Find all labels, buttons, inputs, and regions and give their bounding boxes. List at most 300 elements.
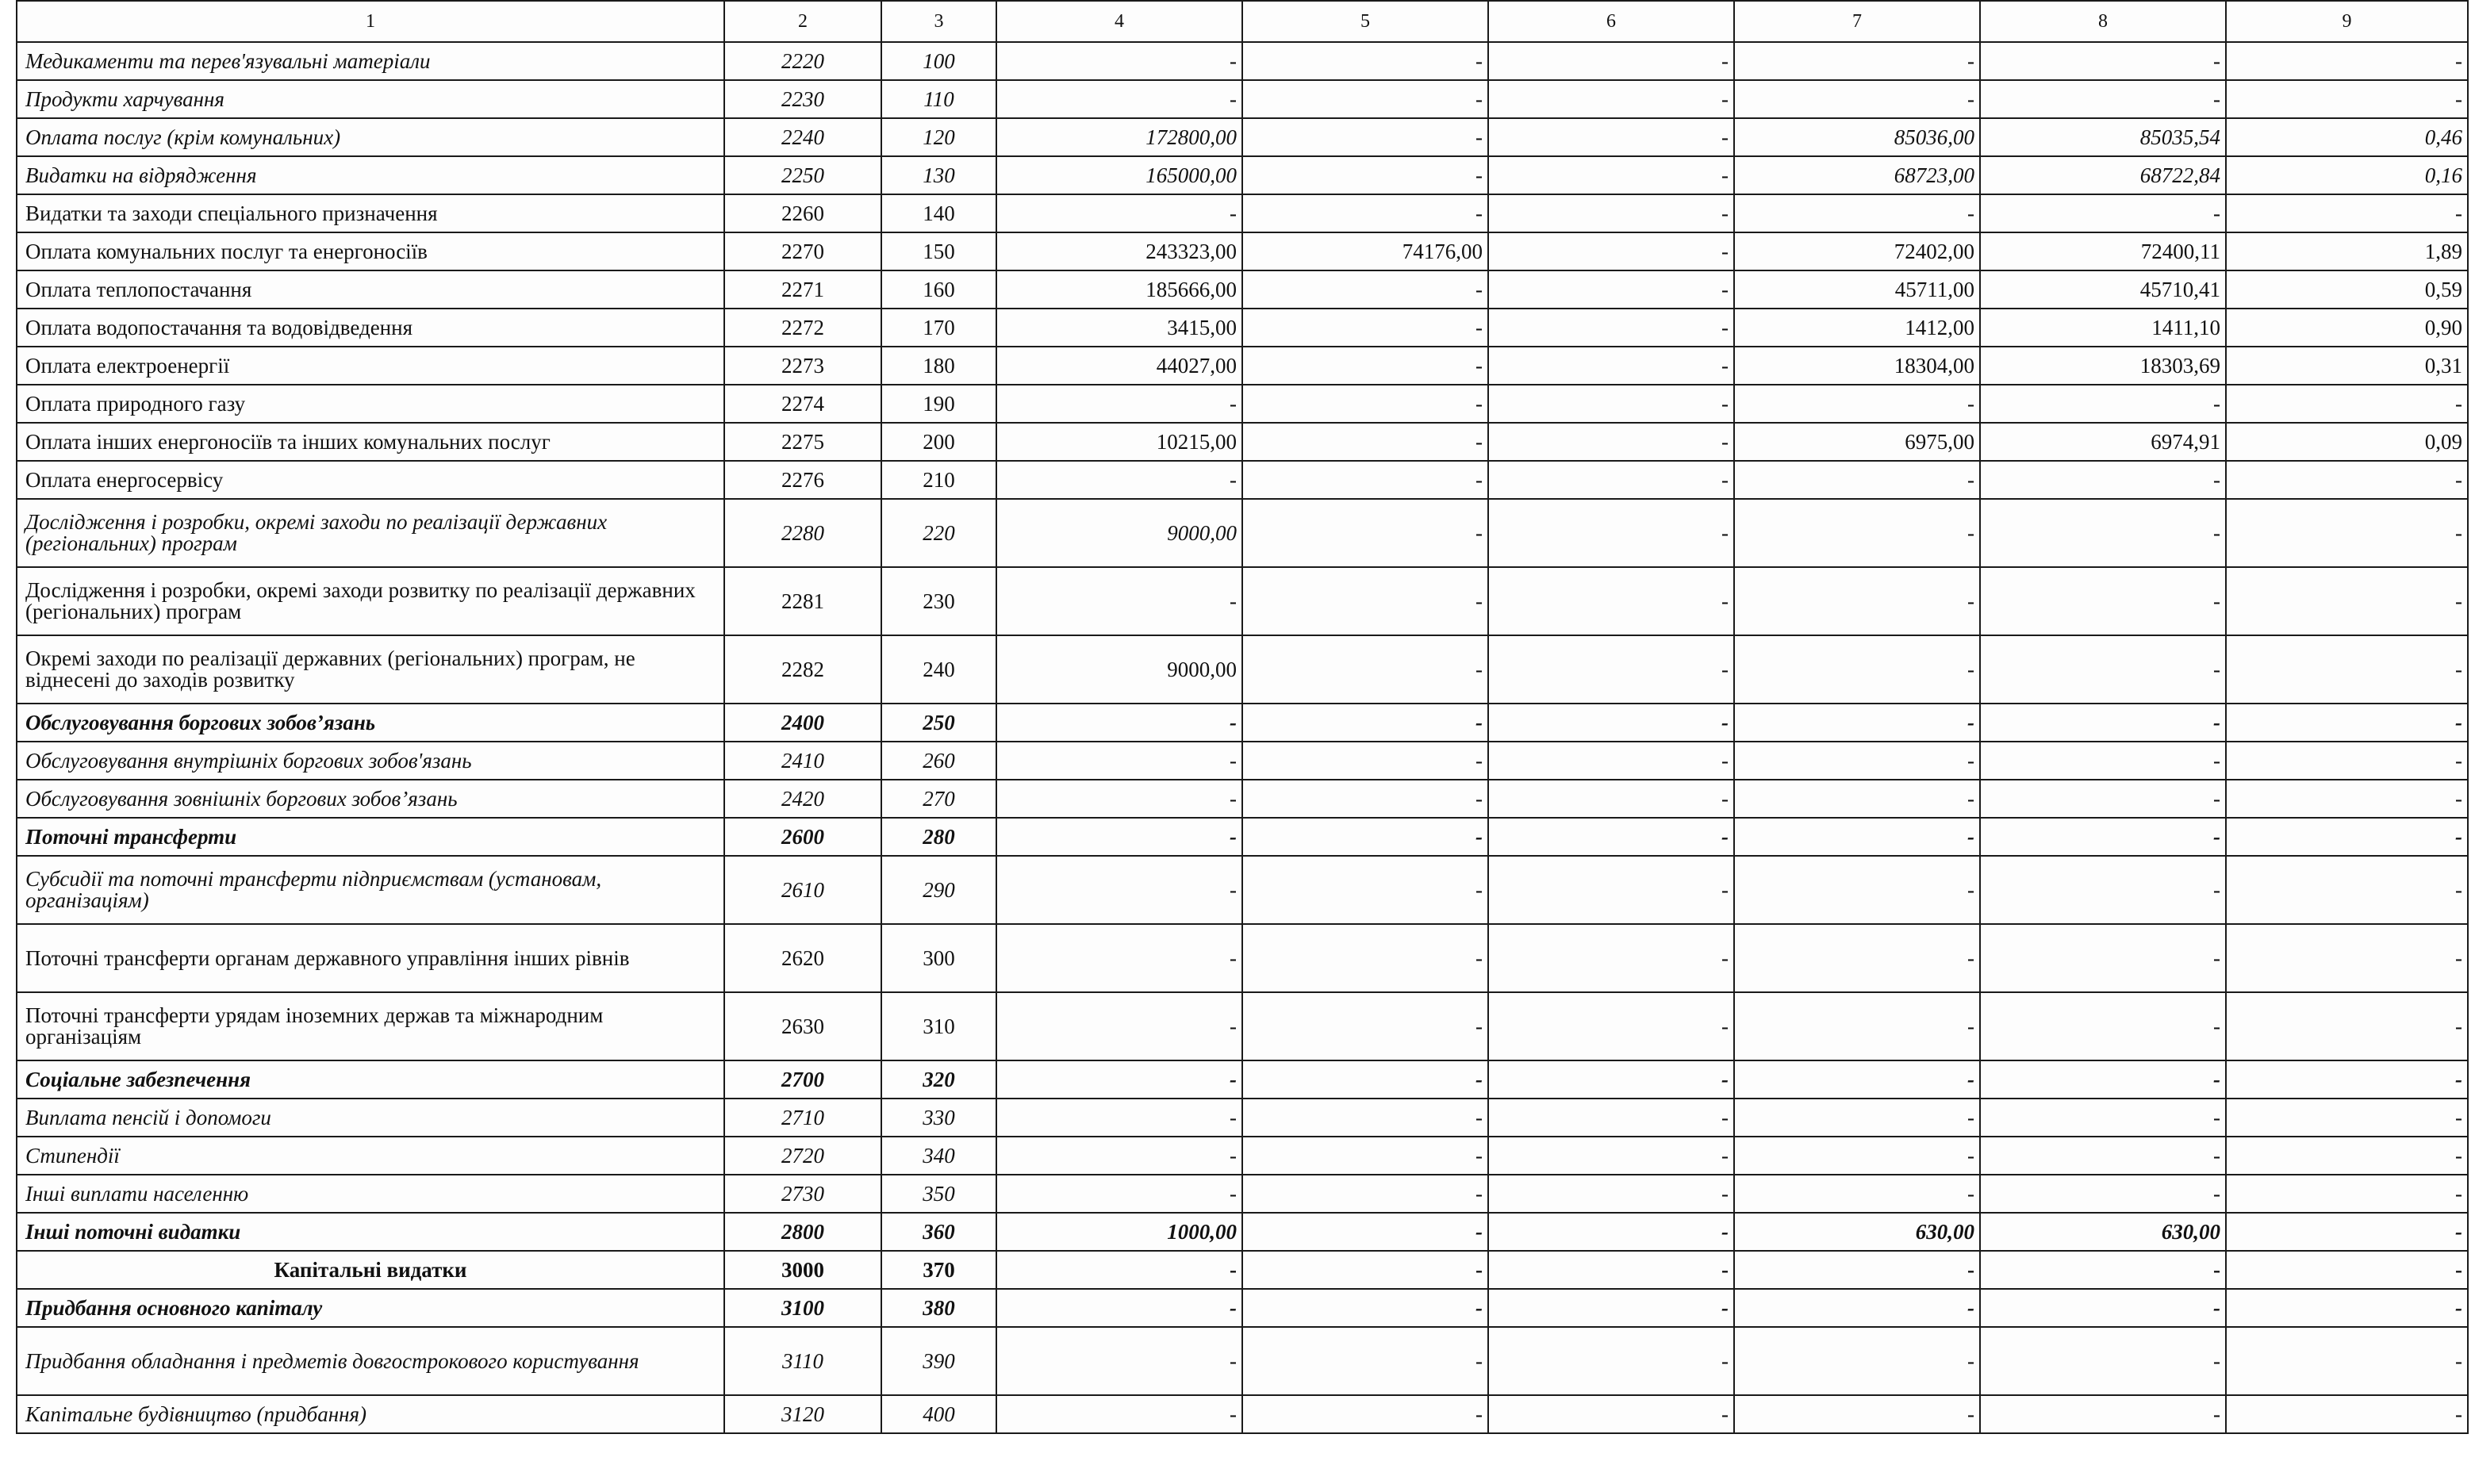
cell-col7: 630,00 (1734, 1213, 1980, 1251)
table-row (17, 567, 2468, 635)
cell-col7: - (1734, 1060, 1980, 1099)
row-code: 2730 (724, 1175, 881, 1213)
row-name: Придбання основного капіталу (17, 1289, 724, 1327)
cell-col4: 165000,00 (996, 156, 1242, 194)
row-code: 2282 (724, 635, 881, 704)
row-line: 210 (881, 461, 996, 499)
row-line: 270 (881, 780, 996, 818)
cell-col7: - (1734, 80, 1980, 118)
row-name: Медикаменти та перев'язувальні матеріали (17, 42, 724, 80)
row-name: Поточні трансферти органам державного управління інших рівнів (17, 924, 724, 992)
cell-col7: - (1734, 1289, 1980, 1327)
table-row (17, 309, 2468, 347)
header-cell: 4 (996, 1, 1242, 42)
cell-col9: - (2226, 1137, 2468, 1175)
row-code: 2720 (724, 1137, 881, 1175)
table-row (17, 1327, 2468, 1395)
cell-col6: - (1488, 270, 1734, 309)
cell-col9: - (2226, 461, 2468, 499)
cell-col4: - (996, 80, 1242, 118)
cell-col6: - (1488, 1060, 1734, 1099)
cell-col5: - (1242, 635, 1488, 704)
cell-col8: - (1980, 856, 2226, 924)
row-code: 2610 (724, 856, 881, 924)
cell-col8: - (1980, 42, 2226, 80)
cell-col5: - (1242, 1289, 1488, 1327)
header-row (17, 1, 2468, 42)
row-name: Дослідження і розробки, окремі заходи по реалізації державних (регіональних) програм (17, 499, 724, 567)
cell-col5: - (1242, 42, 1488, 80)
cell-col6: - (1488, 742, 1734, 780)
cell-col5: - (1242, 742, 1488, 780)
cell-col8: - (1980, 992, 2226, 1060)
cell-col8: - (1980, 742, 2226, 780)
row-line: 370 (881, 1251, 996, 1289)
row-line: 310 (881, 992, 996, 1060)
cell-col6: - (1488, 347, 1734, 385)
cell-col5: - (1242, 156, 1488, 194)
cell-col7: - (1734, 1251, 1980, 1289)
row-name: Капітальне будівництво (придбання) (17, 1395, 724, 1433)
cell-col8: - (1980, 1327, 2226, 1395)
cell-col4: - (996, 461, 1242, 499)
cell-col9: 0,09 (2226, 423, 2468, 461)
cell-col6: - (1488, 1137, 1734, 1175)
cell-col7: - (1734, 1137, 1980, 1175)
table-row (17, 194, 2468, 232)
row-name: Окремі заходи по реалізації державних (регіональних) програм, не віднесені до заходів розвитку (17, 635, 724, 704)
row-line: 250 (881, 704, 996, 742)
cell-col5: - (1242, 1175, 1488, 1213)
cell-col7: 68723,00 (1734, 156, 1980, 194)
cell-col8: - (1980, 80, 2226, 118)
cell-col4: 1000,00 (996, 1213, 1242, 1251)
cell-col4: - (996, 567, 1242, 635)
cell-col9: - (2226, 742, 2468, 780)
cell-col5: - (1242, 1213, 1488, 1251)
cell-col7: - (1734, 818, 1980, 856)
row-code: 3120 (724, 1395, 881, 1433)
row-name: Капітальні видатки (17, 1251, 724, 1289)
cell-col7: 6975,00 (1734, 423, 1980, 461)
cell-col8: - (1980, 780, 2226, 818)
row-code: 2280 (724, 499, 881, 567)
row-line: 220 (881, 499, 996, 567)
cell-col8: 18303,69 (1980, 347, 2226, 385)
row-name: Інші поточні видатки (17, 1213, 724, 1251)
cell-col9: - (2226, 1060, 2468, 1099)
row-code: 2800 (724, 1213, 881, 1251)
cell-col5: - (1242, 118, 1488, 156)
header-cell: 6 (1488, 1, 1734, 42)
header-cell: 3 (881, 1, 996, 42)
row-code: 2700 (724, 1060, 881, 1099)
cell-col4: - (996, 856, 1242, 924)
cell-col7: - (1734, 1099, 1980, 1137)
cell-col4: - (996, 194, 1242, 232)
row-line: 320 (881, 1060, 996, 1099)
cell-col6: - (1488, 567, 1734, 635)
cell-col6: - (1488, 232, 1734, 270)
cell-col5: 74176,00 (1242, 232, 1488, 270)
row-name: Соціальне забезпечення (17, 1060, 724, 1099)
row-code: 2240 (724, 118, 881, 156)
row-name: Оплата послуг (крім комунальних) (17, 118, 724, 156)
row-code: 2710 (724, 1099, 881, 1137)
cell-col9: - (2226, 1175, 2468, 1213)
row-line: 110 (881, 80, 996, 118)
cell-col8: - (1980, 818, 2226, 856)
table-row (17, 118, 2468, 156)
cell-col7: 72402,00 (1734, 232, 1980, 270)
cell-col8: 68722,84 (1980, 156, 2226, 194)
row-code: 3100 (724, 1289, 881, 1327)
row-name: Оплата водопостачання та водовідведення (17, 309, 724, 347)
row-code: 3110 (724, 1327, 881, 1395)
table-row (17, 704, 2468, 742)
cell-col9: - (2226, 1289, 2468, 1327)
row-code: 2620 (724, 924, 881, 992)
row-line: 180 (881, 347, 996, 385)
cell-col5: - (1242, 385, 1488, 423)
row-name: Обслуговування боргових зобов’язань (17, 704, 724, 742)
table-row (17, 385, 2468, 423)
cell-col8: - (1980, 704, 2226, 742)
cell-col9: 0,90 (2226, 309, 2468, 347)
cell-col5: - (1242, 347, 1488, 385)
cell-col4: - (996, 704, 1242, 742)
table-row (17, 818, 2468, 856)
table-row (17, 780, 2468, 818)
table-row (17, 461, 2468, 499)
cell-col8: - (1980, 385, 2226, 423)
row-name: Інші виплати населенню (17, 1175, 724, 1213)
cell-col8: 6974,91 (1980, 423, 2226, 461)
row-line: 230 (881, 567, 996, 635)
cell-col8: 72400,11 (1980, 232, 2226, 270)
cell-col5: - (1242, 567, 1488, 635)
cell-col7: - (1734, 924, 1980, 992)
cell-col8: - (1980, 635, 2226, 704)
cell-col4: 9000,00 (996, 499, 1242, 567)
cell-col4: - (996, 1327, 1242, 1395)
cell-col4: - (996, 1395, 1242, 1433)
row-line: 330 (881, 1099, 996, 1137)
row-name: Субсидії та поточні трансферти підприємствам (установам, організаціям) (17, 856, 724, 924)
cell-col9: - (2226, 704, 2468, 742)
table-row (17, 347, 2468, 385)
row-name: Поточні трансферти урядам іноземних держав та міжнародним організаціям (17, 992, 724, 1060)
table-row (17, 270, 2468, 309)
row-line: 340 (881, 1137, 996, 1175)
cell-col5: - (1242, 1137, 1488, 1175)
row-name: Обслуговування зовнішніх боргових зобов’язань (17, 780, 724, 818)
cell-col9: - (2226, 1251, 2468, 1289)
cell-col4: - (996, 1251, 1242, 1289)
row-line: 150 (881, 232, 996, 270)
header-cell: 1 (17, 1, 724, 42)
row-line: 170 (881, 309, 996, 347)
row-line: 160 (881, 270, 996, 309)
table-row (17, 1213, 2468, 1251)
cell-col4: 172800,00 (996, 118, 1242, 156)
table-row (17, 924, 2468, 992)
cell-col8: 1411,10 (1980, 309, 2226, 347)
row-name: Оплата природного газу (17, 385, 724, 423)
cell-col4: - (996, 1099, 1242, 1137)
row-code: 2271 (724, 270, 881, 309)
row-line: 400 (881, 1395, 996, 1433)
cell-col7: - (1734, 1175, 1980, 1213)
row-code: 2630 (724, 992, 881, 1060)
cell-col4: - (996, 42, 1242, 80)
cell-col4: 3415,00 (996, 309, 1242, 347)
cell-col6: - (1488, 856, 1734, 924)
cell-col9: 1,89 (2226, 232, 2468, 270)
row-name: Дослідження і розробки, окремі заходи розвитку по реалізації державних (регіональних) програм (17, 567, 724, 635)
cell-col9: 0,16 (2226, 156, 2468, 194)
header-cell: 5 (1242, 1, 1488, 42)
cell-col4: - (996, 780, 1242, 818)
row-line: 300 (881, 924, 996, 992)
cell-col8: - (1980, 1251, 2226, 1289)
row-line: 190 (881, 385, 996, 423)
table-row (17, 742, 2468, 780)
report-sheet (16, 0, 2467, 1434)
cell-col5: - (1242, 1060, 1488, 1099)
cell-col5: - (1242, 992, 1488, 1060)
cell-col8: - (1980, 499, 2226, 567)
cell-col8: - (1980, 1175, 2226, 1213)
cell-col5: - (1242, 194, 1488, 232)
table-row (17, 856, 2468, 924)
cell-col9: 0,31 (2226, 347, 2468, 385)
cell-col4: 10215,00 (996, 423, 1242, 461)
cell-col6: - (1488, 1213, 1734, 1251)
row-code: 2400 (724, 704, 881, 742)
cell-col4: 9000,00 (996, 635, 1242, 704)
table-row (17, 156, 2468, 194)
row-line: 280 (881, 818, 996, 856)
row-code: 2250 (724, 156, 881, 194)
cell-col8: 630,00 (1980, 1213, 2226, 1251)
cell-col4: - (996, 1137, 1242, 1175)
cell-col7: - (1734, 1395, 1980, 1433)
cell-col9: - (2226, 780, 2468, 818)
cell-col4: - (996, 1289, 1242, 1327)
cell-col4: - (996, 924, 1242, 992)
cell-col8: - (1980, 461, 2226, 499)
cell-col8: - (1980, 1289, 2226, 1327)
row-name: Оплата інших енергоносіїв та інших комунальних послуг (17, 423, 724, 461)
cell-col7: - (1734, 385, 1980, 423)
cell-col6: - (1488, 194, 1734, 232)
header-cell: 2 (724, 1, 881, 42)
cell-col5: - (1242, 1327, 1488, 1395)
row-code: 2260 (724, 194, 881, 232)
cell-col9: - (2226, 992, 2468, 1060)
header-cell: 7 (1734, 1, 1980, 42)
cell-col9: - (2226, 924, 2468, 992)
cell-col9: - (2226, 499, 2468, 567)
cell-col7: - (1734, 1327, 1980, 1395)
row-code: 2281 (724, 567, 881, 635)
cell-col4: - (996, 742, 1242, 780)
cell-col9: - (2226, 567, 2468, 635)
cell-col6: - (1488, 1289, 1734, 1327)
cell-col6: - (1488, 423, 1734, 461)
cell-col5: - (1242, 270, 1488, 309)
table-row (17, 635, 2468, 704)
table-row (17, 1175, 2468, 1213)
cell-col7: - (1734, 567, 1980, 635)
row-name: Видатки на відрядження (17, 156, 724, 194)
row-name: Виплата пенсій і допомоги (17, 1099, 724, 1137)
cell-col5: - (1242, 499, 1488, 567)
row-line: 260 (881, 742, 996, 780)
row-line: 390 (881, 1327, 996, 1395)
table-row (17, 1289, 2468, 1327)
row-name: Оплата електроенергії (17, 347, 724, 385)
table-row (17, 232, 2468, 270)
row-code: 2420 (724, 780, 881, 818)
cell-col6: - (1488, 156, 1734, 194)
row-name: Видатки та заходи спеціального призначення (17, 194, 724, 232)
cell-col7: 85036,00 (1734, 118, 1980, 156)
cell-col9: - (2226, 1099, 2468, 1137)
cell-col4: 185666,00 (996, 270, 1242, 309)
row-line: 380 (881, 1289, 996, 1327)
cell-col5: - (1242, 1099, 1488, 1137)
table-row (17, 1137, 2468, 1175)
row-line: 200 (881, 423, 996, 461)
cell-col6: - (1488, 118, 1734, 156)
cell-col9: 0,46 (2226, 118, 2468, 156)
cell-col7: - (1734, 635, 1980, 704)
cell-col7: - (1734, 780, 1980, 818)
header-cell: 9 (2226, 1, 2468, 42)
row-name: Придбання обладнання і предметів довгострокового користування (17, 1327, 724, 1395)
cell-col6: - (1488, 635, 1734, 704)
cell-col6: - (1488, 818, 1734, 856)
row-code: 2273 (724, 347, 881, 385)
cell-col9: - (2226, 1213, 2468, 1251)
cell-col4: - (996, 1175, 1242, 1213)
cell-col6: - (1488, 992, 1734, 1060)
row-name: Продукти харчування (17, 80, 724, 118)
cell-col7: - (1734, 194, 1980, 232)
row-code: 2275 (724, 423, 881, 461)
cell-col6: - (1488, 1175, 1734, 1213)
table-row (17, 80, 2468, 118)
cell-col8: - (1980, 567, 2226, 635)
cell-col7: 18304,00 (1734, 347, 1980, 385)
cell-col6: - (1488, 385, 1734, 423)
cell-col7: - (1734, 499, 1980, 567)
row-code: 2272 (724, 309, 881, 347)
row-line: 100 (881, 42, 996, 80)
cell-col9: - (2226, 856, 2468, 924)
cell-col4: 44027,00 (996, 347, 1242, 385)
cell-col9: - (2226, 42, 2468, 80)
row-name: Оплата теплопостачання (17, 270, 724, 309)
row-line: 240 (881, 635, 996, 704)
cell-col4: - (996, 1060, 1242, 1099)
cell-col9: - (2226, 818, 2468, 856)
cell-col5: - (1242, 1251, 1488, 1289)
table-row (17, 1251, 2468, 1289)
cell-col9: 0,59 (2226, 270, 2468, 309)
cell-col7: - (1734, 742, 1980, 780)
cell-col9: - (2226, 194, 2468, 232)
cell-col9: - (2226, 80, 2468, 118)
cell-col5: - (1242, 309, 1488, 347)
row-code: 2600 (724, 818, 881, 856)
cell-col6: - (1488, 780, 1734, 818)
cell-col6: - (1488, 499, 1734, 567)
cell-col4: - (996, 385, 1242, 423)
cell-col8: - (1980, 924, 2226, 992)
cell-col5: - (1242, 818, 1488, 856)
cell-col8: - (1980, 1395, 2226, 1433)
row-name: Оплата комунальних послуг та енергоносіїв (17, 232, 724, 270)
cell-col4: - (996, 818, 1242, 856)
row-line: 360 (881, 1213, 996, 1251)
table-row (17, 499, 2468, 567)
cell-col9: - (2226, 635, 2468, 704)
cell-col5: - (1242, 924, 1488, 992)
row-code: 2410 (724, 742, 881, 780)
cell-col6: - (1488, 1099, 1734, 1137)
cell-col4: 243323,00 (996, 232, 1242, 270)
expense-table (16, 0, 2469, 1434)
row-code: 2230 (724, 80, 881, 118)
row-name: Обслуговування внутрішніх боргових зобов'язань (17, 742, 724, 780)
cell-col8: - (1980, 1137, 2226, 1175)
cell-col5: - (1242, 856, 1488, 924)
cell-col6: - (1488, 924, 1734, 992)
cell-col5: - (1242, 461, 1488, 499)
table-row (17, 42, 2468, 80)
cell-col5: - (1242, 1395, 1488, 1433)
row-line: 130 (881, 156, 996, 194)
cell-col8: - (1980, 194, 2226, 232)
cell-col6: - (1488, 704, 1734, 742)
table-row (17, 992, 2468, 1060)
cell-col6: - (1488, 1395, 1734, 1433)
table-row (17, 1060, 2468, 1099)
cell-col4: - (996, 992, 1242, 1060)
row-line: 140 (881, 194, 996, 232)
row-code: 2220 (724, 42, 881, 80)
cell-col6: - (1488, 1327, 1734, 1395)
row-line: 350 (881, 1175, 996, 1213)
cell-col8: 45710,41 (1980, 270, 2226, 309)
table-row (17, 423, 2468, 461)
cell-col7: - (1734, 856, 1980, 924)
row-code: 3000 (724, 1251, 881, 1289)
row-name: Поточні трансферти (17, 818, 724, 856)
row-name: Оплата енергосервісу (17, 461, 724, 499)
cell-col5: - (1242, 704, 1488, 742)
row-line: 290 (881, 856, 996, 924)
cell-col7: - (1734, 704, 1980, 742)
cell-col6: - (1488, 42, 1734, 80)
cell-col5: - (1242, 80, 1488, 118)
cell-col9: - (2226, 385, 2468, 423)
cell-col7: 45711,00 (1734, 270, 1980, 309)
cell-col6: - (1488, 461, 1734, 499)
